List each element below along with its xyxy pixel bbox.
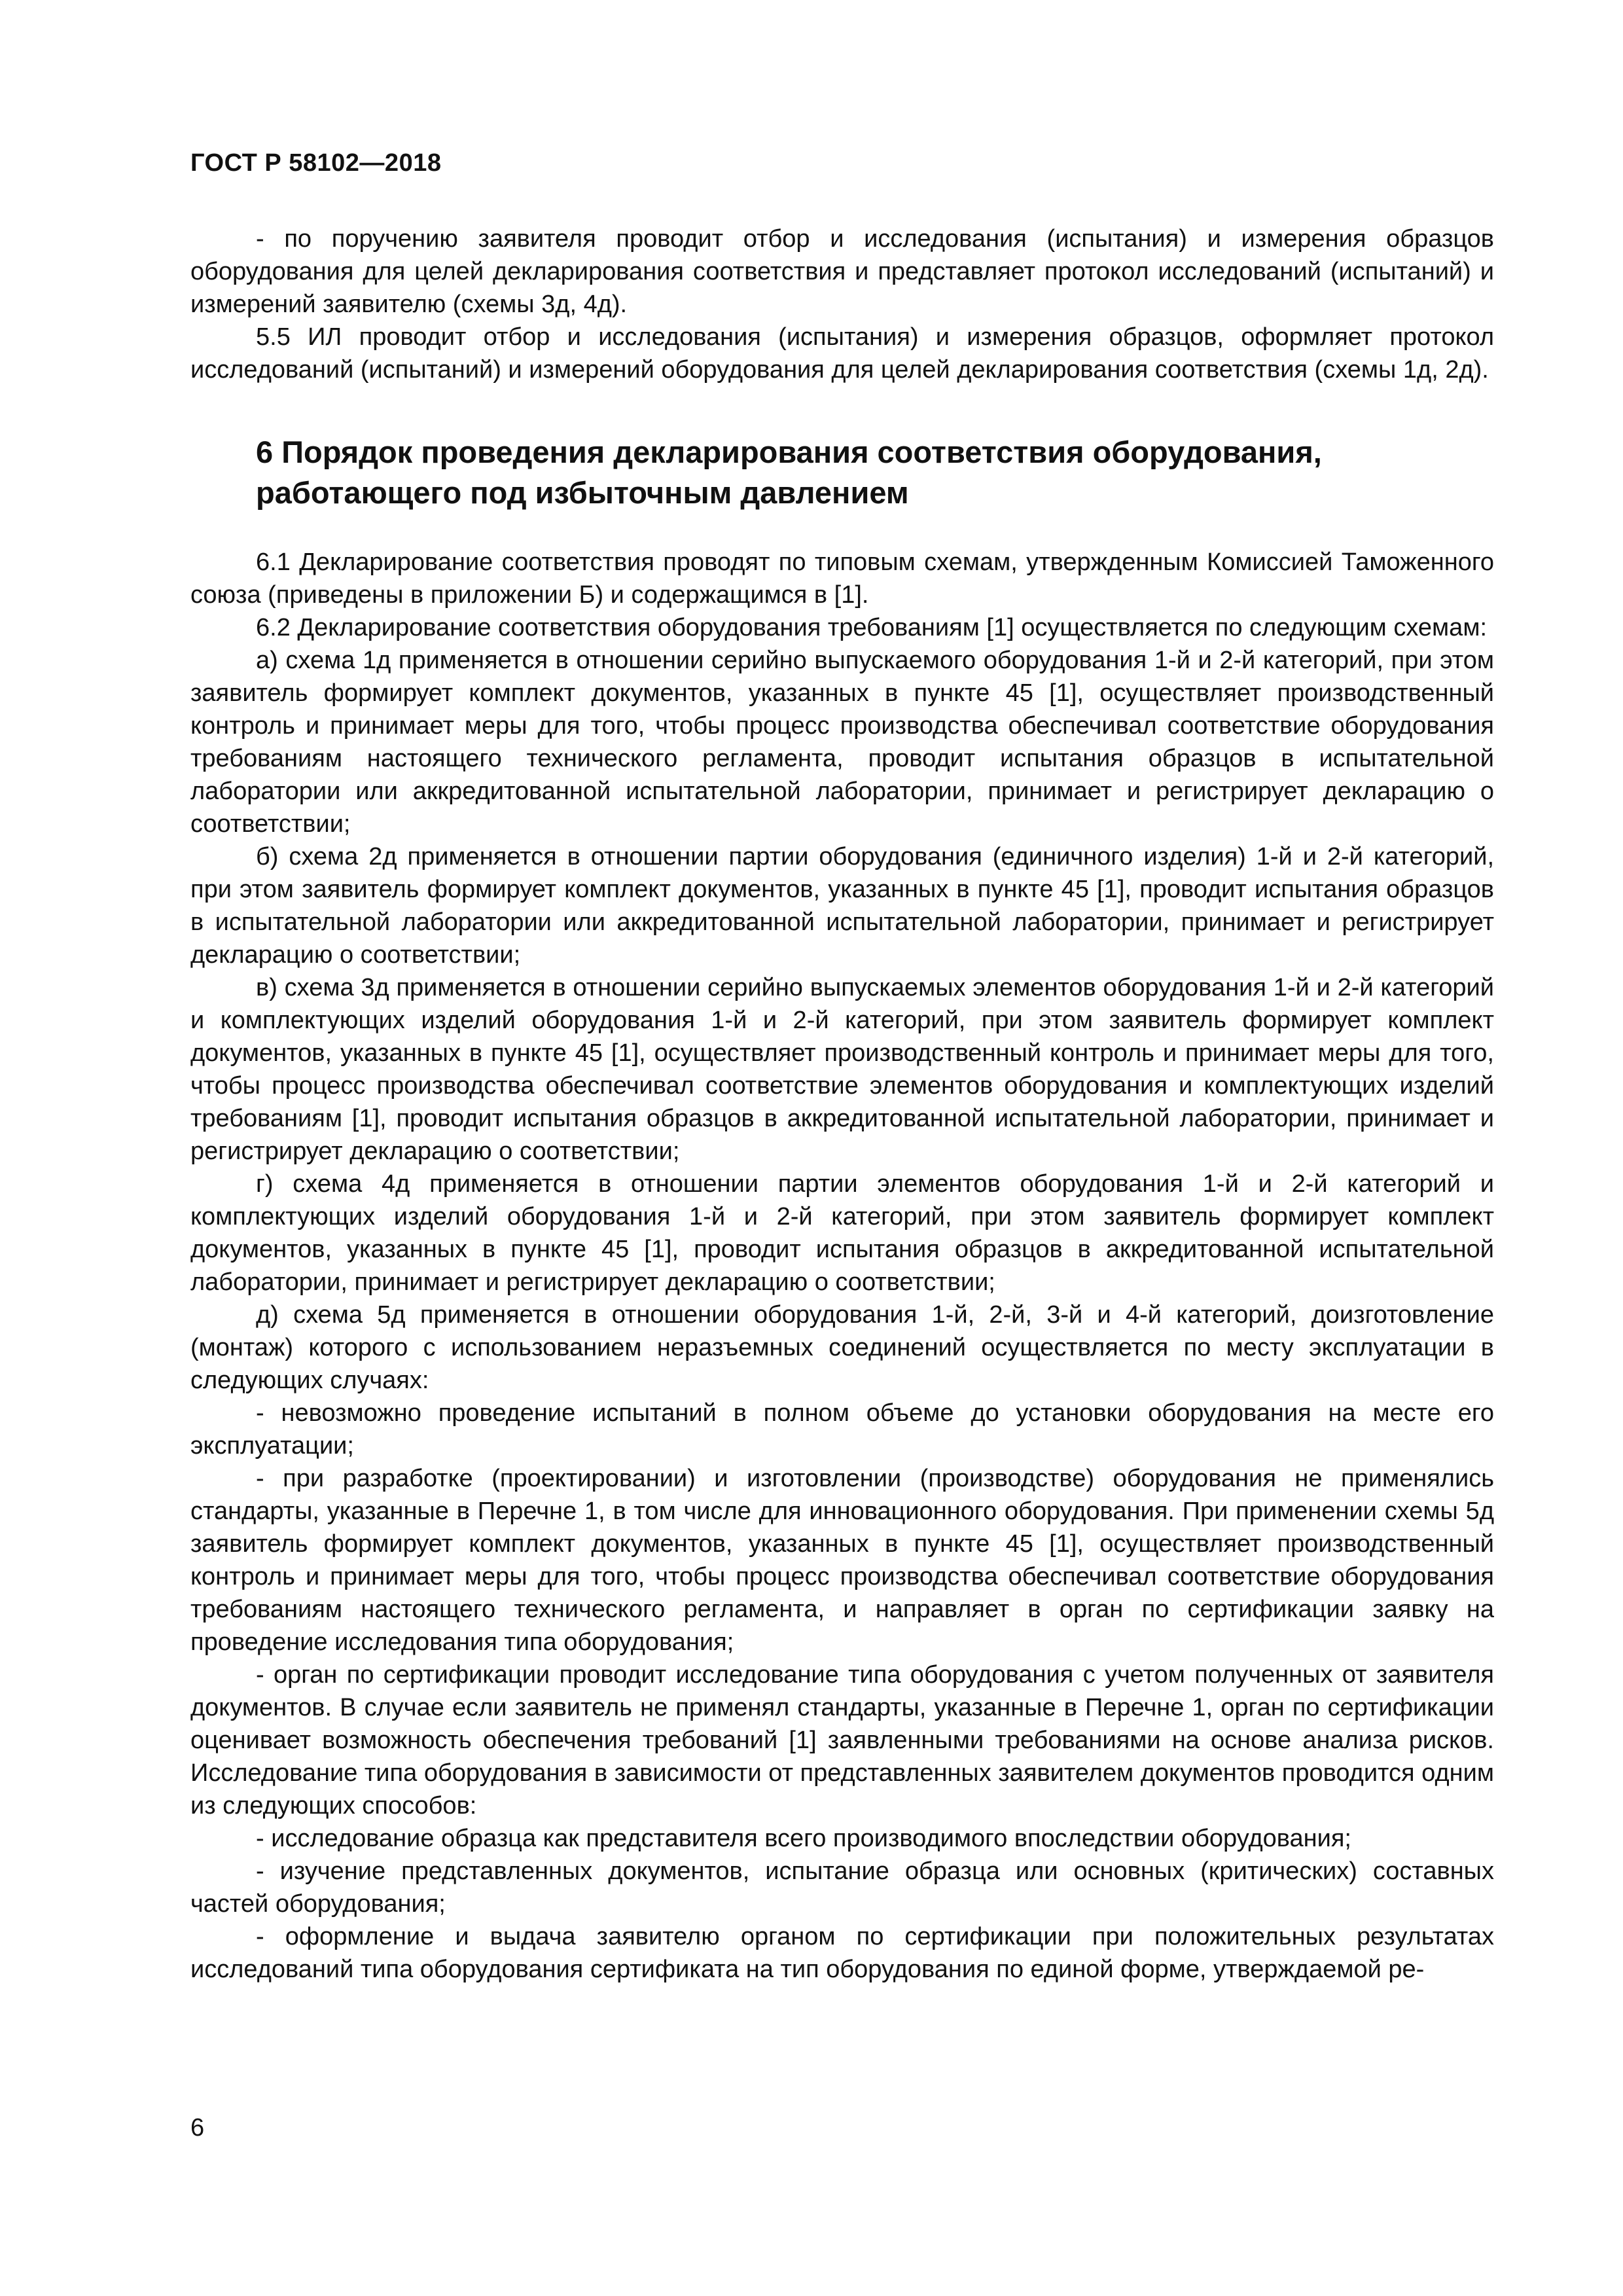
section-heading (256, 432, 1494, 513)
bullet-item: - оформление и выдача заявителю органом по сертификации при положительных результатах исследований типа оборудования сертификата на тип оборудования по единой форме, утверждаемой ре- (190, 1923, 1494, 1983)
paragraph: - по поручению заявителя проводит отбор и исследования (испытания) и измерения образцов оборудования для целей декларирования соответствия и представляет протокол исследований (испытаний) и измерений заявителю (схемы 3д, 4д). (190, 225, 1494, 318)
list-item: б) схема 2д применяется в отношении партии оборудования (единичного изделия) 1-й и 2-й категорий, при этом заявитель формирует комплект документов, указанных в пункте 45 [1], проводит испытания образцов в испытательной лаборатории или аккредитованной испытательной лаборатории, принимает и регистрирует декларацию о соответствии; (190, 843, 1494, 969)
paragraph: 6.1 Декларирование соответствия проводят по типовым схемам, утвержденным Комиссией Таможенного союза (приведены в приложении Б) и содержащимся в [1]. (190, 548, 1494, 609)
list-item: г) схема 4д применяется в отношении партии элементов оборудования 1-й и 2-й категорий и комплектующих изделий оборудования 1-й и 2-й категорий, при этом заявитель формирует комплект документов, указанных в пункте 45 [1], проводит испытания образцов в аккредитованной испытательной лаборатории, принимает и регистрирует декларацию о соответствии; (190, 1170, 1494, 1296)
bullet-item: - невозможно проведение испытаний в полном объеме до установки оборудования на месте его эксплуатации; (190, 1399, 1494, 1460)
list-item: а) схема 1д применяется в отношении серийно выпускаемого оборудования 1-й и 2-й категорий, при этом заявитель формирует комплект документов, указанных в пункте 45 [1], осуществляет производственный контроль и принимает меры для того, чтобы процесс производства обеспечивал соответствие оборудования требованиям настоящего технического регламента, проводит испытания образцов в испытательной лаборатории или аккредитованной испытательной лаборатории, принимает и регистрирует декларацию о соответствии; (190, 647, 1494, 838)
document-code-header: ГОСТ Р 58102—2018 (190, 149, 442, 177)
list-item: д) схема 5д применяется в отношении оборудования 1-й, 2-й, 3-й и 4-й категорий, доизготовление (монтаж) которого с использованием неразъемных соединений осуществляется по месту эксплуатации в следующих случаях: (190, 1301, 1494, 1394)
page-number: 6 (190, 2114, 205, 2142)
bullet-item: - изучение представленных документов, испытание образца или основных (критических) составных частей оборудования; (190, 1857, 1494, 1918)
paragraph: 5.5 ИЛ проводит отбор и исследования (испытания) и измерения образцов, оформляет протокол исследований (испытаний) и измерений оборудования для целей декларирования соответствия (схемы 1д, 2д). (190, 323, 1494, 384)
body-text (190, 223, 1494, 1986)
paragraph: 6.2 Декларирование соответствия оборудования требованиям [1] осуществляется по следующим схемам: (256, 614, 1487, 641)
list-item: в) схема 3д применяется в отношении серийно выпускаемых элементов оборудования 1-й и 2-й категорий и комплектующих изделий оборудования 1-й и 2-й категорий, при этом заявитель формирует комплект документов, указанных в пункте 45 [1], осуществляет производственный контроль и принимает меры для того, чтобы процесс производства обеспечивал соответствие элементов оборудования и комплектующих изделий требованиям [1], проводит испытания образцов в аккредитованной испытательной лаборатории, принимает и регистрирует декларацию о соответствии; (190, 974, 1494, 1165)
bullet-item: - орган по сертификации проводит исследование типа оборудования с учетом полученных от заявителя документов. В случае если заявитель не применял стандарты, указанные в Перечне 1, орган по сертификации оценивает возможность обеспечения требований [1] заявленными требованиями на основе анализа рисков. Исследование типа оборудования в зависимости от представленных заявителем документов проводится одним из следующих способов: (190, 1661, 1494, 1820)
section-heading-line: работающего под избыточным давлением (256, 475, 909, 510)
bullet-item: - исследование образца как представителя всего производимого впоследствии оборудования; (256, 1825, 1351, 1852)
section-heading-line: 6 Порядок проведения декларирования соответствия оборудования, (256, 435, 1322, 469)
bullet-item: - при разработке (проектировании) и изготовлении (производстве) оборудования не применялись стандарты, указанные в Перечне 1, в том числе для инновационного оборудования. При применении схемы 5д заявитель формирует комплект документов, указанных в пункте 45 [1], осуществляет производственный контроль и принимает меры для того, чтобы процесс производства обеспечивал соответствие оборудования требованиям настоящего технического регламента, и направляет в орган по сертификации заявку на проведение исследования типа оборудования; (190, 1465, 1494, 1656)
